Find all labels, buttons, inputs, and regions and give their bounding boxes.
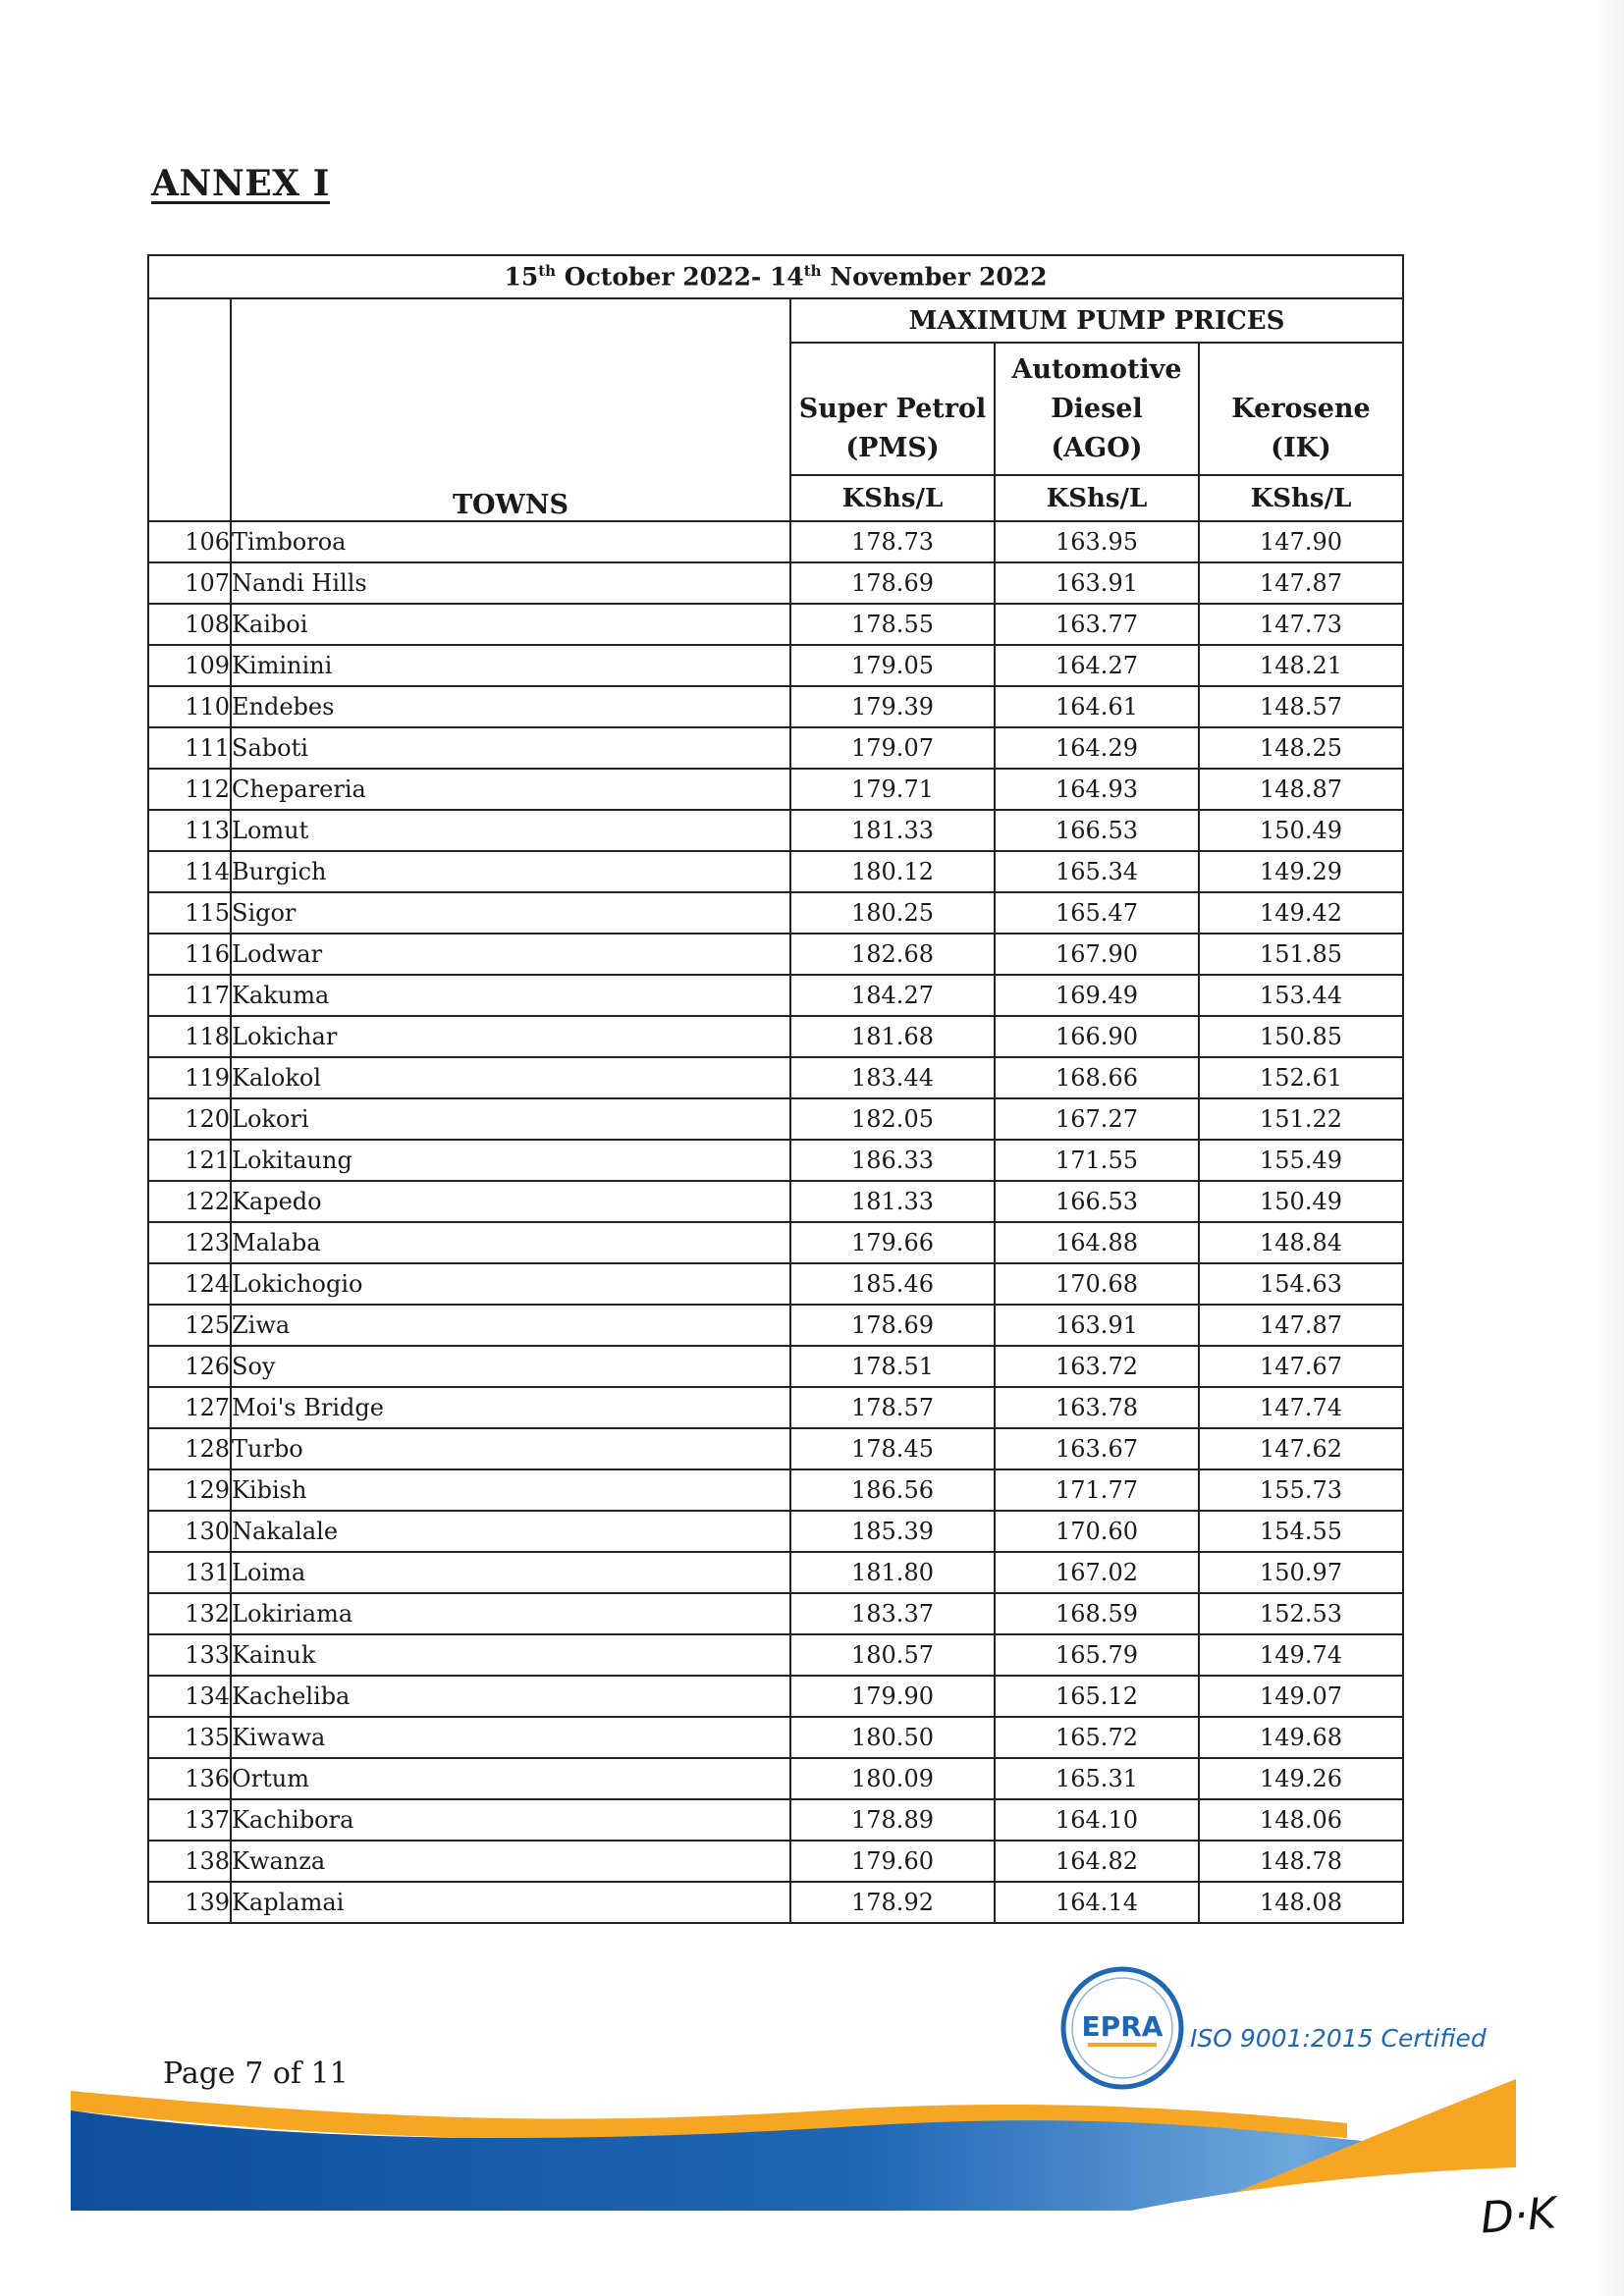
price-ago: 166.53: [995, 810, 1199, 851]
price-pms: 178.45: [790, 1428, 995, 1469]
price-ago: 164.27: [995, 645, 1199, 686]
town-name: Timboroa: [231, 521, 790, 562]
price-ik: 151.85: [1199, 934, 1403, 975]
price-ago: 169.49: [995, 975, 1199, 1016]
price-ago: 170.60: [995, 1511, 1199, 1552]
row-number: 114: [148, 851, 231, 892]
price-pms: 180.25: [790, 892, 995, 934]
row-number: 112: [148, 769, 231, 810]
table-row: [148, 1428, 1403, 1469]
price-ago: 164.82: [995, 1841, 1199, 1882]
price-pms: 179.07: [790, 727, 995, 769]
price-pms: 181.33: [790, 810, 995, 851]
price-pms: 180.57: [790, 1634, 995, 1676]
table-row: [148, 934, 1403, 975]
fuel-header-ik: Kerosene (IK): [1199, 343, 1403, 475]
price-ik: 149.74: [1199, 1634, 1403, 1676]
town-name: Endebes: [231, 686, 790, 727]
price-ago: 171.77: [995, 1469, 1199, 1511]
town-name: Saboti: [231, 727, 790, 769]
price-ago: 165.12: [995, 1676, 1199, 1717]
row-number: 128: [148, 1428, 231, 1469]
price-ik: 148.57: [1199, 686, 1403, 727]
price-ago: 164.93: [995, 769, 1199, 810]
row-number: 138: [148, 1841, 231, 1882]
town-name: Kwanza: [231, 1841, 790, 1882]
price-ik: 155.49: [1199, 1140, 1403, 1181]
price-ik: 150.97: [1199, 1552, 1403, 1593]
price-ik: 147.62: [1199, 1428, 1403, 1469]
price-pms: 186.56: [790, 1469, 995, 1511]
table-row: [148, 1140, 1403, 1181]
row-number: 123: [148, 1222, 231, 1263]
price-ik: 148.06: [1199, 1799, 1403, 1841]
price-pms: 178.69: [790, 562, 995, 604]
row-number: 135: [148, 1717, 231, 1758]
table-row: [148, 727, 1403, 769]
table-row: [148, 1222, 1403, 1263]
footer-wave-decoration: [71, 2079, 1516, 2211]
price-ik: 148.78: [1199, 1841, 1403, 1882]
price-ik: 147.74: [1199, 1387, 1403, 1428]
price-pms: 181.80: [790, 1552, 995, 1593]
price-ago: 165.72: [995, 1717, 1199, 1758]
price-ik: 148.08: [1199, 1882, 1403, 1923]
row-number: 111: [148, 727, 231, 769]
table-row: [148, 1305, 1403, 1346]
price-ago: 165.34: [995, 851, 1199, 892]
max-pump-prices-header: MAXIMUM PUMP PRICES: [790, 298, 1403, 343]
price-ago: 164.61: [995, 686, 1199, 727]
table-row: [148, 1634, 1403, 1676]
table-row: [148, 851, 1403, 892]
price-ik: 154.63: [1199, 1263, 1403, 1305]
table-row: [148, 1552, 1403, 1593]
table-row: [148, 1676, 1403, 1717]
table-row: [148, 604, 1403, 645]
price-ago: 163.95: [995, 521, 1199, 562]
row-number: 116: [148, 934, 231, 975]
price-pms: 179.66: [790, 1222, 995, 1263]
price-ik: 147.87: [1199, 562, 1403, 604]
price-pms: 181.33: [790, 1181, 995, 1222]
price-ago: 168.59: [995, 1593, 1199, 1634]
price-ik: 150.49: [1199, 810, 1403, 851]
row-number: 130: [148, 1511, 231, 1552]
period-heading: 15th October 2022- 14th November 2022: [148, 255, 1403, 298]
town-name: Burgich: [231, 851, 790, 892]
number-header: [148, 298, 231, 521]
price-pms: 180.09: [790, 1758, 995, 1799]
row-number: 125: [148, 1305, 231, 1346]
price-pms: 182.68: [790, 934, 995, 975]
price-ik: 149.26: [1199, 1758, 1403, 1799]
town-name: Soy: [231, 1346, 790, 1387]
town-name: Chepareria: [231, 769, 790, 810]
price-ago: 164.88: [995, 1222, 1199, 1263]
row-number: 106: [148, 521, 231, 562]
price-ago: 163.91: [995, 1305, 1199, 1346]
table-row: [148, 1057, 1403, 1098]
price-pms: 179.90: [790, 1676, 995, 1717]
town-name: Sigor: [231, 892, 790, 934]
table-row: [148, 1882, 1403, 1923]
price-pms: 182.05: [790, 1098, 995, 1140]
row-number: 136: [148, 1758, 231, 1799]
price-ik: 151.22: [1199, 1098, 1403, 1140]
price-ago: 167.02: [995, 1552, 1199, 1593]
town-name: Lokiriama: [231, 1593, 790, 1634]
town-name: Kibish: [231, 1469, 790, 1511]
table-row: [148, 975, 1403, 1016]
town-name: Kapedo: [231, 1181, 790, 1222]
price-ago: 163.91: [995, 562, 1199, 604]
row-number: 121: [148, 1140, 231, 1181]
price-ago: 163.77: [995, 604, 1199, 645]
row-number: 124: [148, 1263, 231, 1305]
table-row: [148, 521, 1403, 562]
price-ago: 167.27: [995, 1098, 1199, 1140]
table-row: [148, 1346, 1403, 1387]
town-name: Lokichar: [231, 1016, 790, 1057]
table-row: [148, 1593, 1403, 1634]
fuel-header-pms: Super Petrol (PMS): [790, 343, 995, 475]
row-number: 126: [148, 1346, 231, 1387]
row-number: 119: [148, 1057, 231, 1098]
table-row: [148, 1263, 1403, 1305]
town-name: Kachibora: [231, 1799, 790, 1841]
price-ik: 150.85: [1199, 1016, 1403, 1057]
table-row: [148, 769, 1403, 810]
price-pms: 183.37: [790, 1593, 995, 1634]
table-row: [148, 810, 1403, 851]
price-pms: 179.71: [790, 769, 995, 810]
table-row: [148, 1469, 1403, 1511]
price-ik: 150.49: [1199, 1181, 1403, 1222]
town-name: Kainuk: [231, 1634, 790, 1676]
price-ik: 147.67: [1199, 1346, 1403, 1387]
town-name: Lokichogio: [231, 1263, 790, 1305]
iso-certification: ISO 9001:2015 Certified: [1190, 2024, 1487, 2053]
towns-header: TOWNS: [231, 298, 790, 521]
town-name: Ziwa: [231, 1305, 790, 1346]
row-number: 117: [148, 975, 231, 1016]
price-ik: 147.87: [1199, 1305, 1403, 1346]
price-pms: 179.39: [790, 686, 995, 727]
price-ago: 171.55: [995, 1140, 1199, 1181]
price-ago: 165.31: [995, 1758, 1199, 1799]
price-pms: 178.57: [790, 1387, 995, 1428]
table-row: [148, 1799, 1403, 1841]
price-ago: 166.53: [995, 1181, 1199, 1222]
price-pms: 183.44: [790, 1057, 995, 1098]
town-name: Kiwawa: [231, 1717, 790, 1758]
price-ago: 163.78: [995, 1387, 1199, 1428]
town-name: Ortum: [231, 1758, 790, 1799]
table-row: [148, 892, 1403, 934]
town-name: Nandi Hills: [231, 562, 790, 604]
table-row: [148, 1098, 1403, 1140]
table-row: [148, 1016, 1403, 1057]
row-number: 109: [148, 645, 231, 686]
price-ik: 148.25: [1199, 727, 1403, 769]
price-pms: 185.39: [790, 1511, 995, 1552]
town-name: Lodwar: [231, 934, 790, 975]
row-number: 110: [148, 686, 231, 727]
town-name: Malaba: [231, 1222, 790, 1263]
logo-text: EPRA: [1081, 2010, 1164, 2043]
table-row: [148, 1758, 1403, 1799]
price-ik: 147.73: [1199, 604, 1403, 645]
table-row: [148, 686, 1403, 727]
town-name: Lokori: [231, 1098, 790, 1140]
price-ago: 164.14: [995, 1882, 1199, 1923]
price-ago: 166.90: [995, 1016, 1199, 1057]
price-ik: 149.42: [1199, 892, 1403, 934]
price-ik: 152.53: [1199, 1593, 1403, 1634]
price-ago: 165.79: [995, 1634, 1199, 1676]
row-number: 107: [148, 562, 231, 604]
row-number: 131: [148, 1552, 231, 1593]
price-pms: 178.69: [790, 1305, 995, 1346]
row-number: 134: [148, 1676, 231, 1717]
town-name: Kacheliba: [231, 1676, 790, 1717]
row-number: 129: [148, 1469, 231, 1511]
price-ik: 148.87: [1199, 769, 1403, 810]
price-pms: 181.68: [790, 1016, 995, 1057]
price-ago: 165.47: [995, 892, 1199, 934]
price-ik: 149.07: [1199, 1676, 1403, 1717]
price-pms: 184.27: [790, 975, 995, 1016]
price-ago: 164.10: [995, 1799, 1199, 1841]
row-number: 122: [148, 1181, 231, 1222]
row-number: 120: [148, 1098, 231, 1140]
price-pms: 179.05: [790, 645, 995, 686]
table-body: [148, 521, 1403, 1923]
price-ago: 163.67: [995, 1428, 1199, 1469]
row-number: 108: [148, 604, 231, 645]
town-name: Lokitaung: [231, 1140, 790, 1181]
price-ik: 153.44: [1199, 975, 1403, 1016]
town-name: Nakalale: [231, 1511, 790, 1552]
table-row: [148, 1717, 1403, 1758]
town-name: Kalokol: [231, 1057, 790, 1098]
row-number: 118: [148, 1016, 231, 1057]
town-name: Loima: [231, 1552, 790, 1593]
price-pms: 180.12: [790, 851, 995, 892]
table-row: [148, 562, 1403, 604]
town-name: Moi's Bridge: [231, 1387, 790, 1428]
town-name: Kaplamai: [231, 1882, 790, 1923]
row-number: 113: [148, 810, 231, 851]
table-row: [148, 1841, 1403, 1882]
price-ik: 147.90: [1199, 521, 1403, 562]
price-pms: 178.51: [790, 1346, 995, 1387]
table-row: [148, 1387, 1403, 1428]
price-pms: 180.50: [790, 1717, 995, 1758]
row-number: 115: [148, 892, 231, 934]
annex-title: ANNEX I: [151, 163, 330, 204]
unit-header-ago: KShs/L: [995, 475, 1199, 521]
pump-prices-table: [147, 254, 1404, 1924]
unit-header-pms: KShs/L: [790, 475, 995, 521]
price-ago: 164.29: [995, 727, 1199, 769]
row-number: 139: [148, 1882, 231, 1923]
price-ik: 148.84: [1199, 1222, 1403, 1263]
price-ago: 167.90: [995, 934, 1199, 975]
price-ik: 155.73: [1199, 1469, 1403, 1511]
price-ik: 152.61: [1199, 1057, 1403, 1098]
price-pms: 185.46: [790, 1263, 995, 1305]
table-row: [148, 1181, 1403, 1222]
price-pms: 178.89: [790, 1799, 995, 1841]
table-row: [148, 645, 1403, 686]
price-ik: 154.55: [1199, 1511, 1403, 1552]
row-number: 137: [148, 1799, 231, 1841]
price-ago: 170.68: [995, 1263, 1199, 1305]
price-pms: 178.55: [790, 604, 995, 645]
row-number: 127: [148, 1387, 231, 1428]
price-pms: 186.33: [790, 1140, 995, 1181]
page-edge: [1595, 0, 1624, 2296]
fuel-header-ago: Automotive Diesel (AGO): [995, 343, 1199, 475]
epra-logo: [1058, 1964, 1186, 2092]
price-pms: 178.73: [790, 521, 995, 562]
price-ik: 149.29: [1199, 851, 1403, 892]
table-row: [148, 1511, 1403, 1552]
town-name: Kakuma: [231, 975, 790, 1016]
town-name: Lomut: [231, 810, 790, 851]
price-pms: 178.92: [790, 1882, 995, 1923]
page-number: Page 7 of 11: [163, 2056, 349, 2091]
handwritten-initials: D·K: [1479, 2188, 1558, 2244]
town-name: Turbo: [231, 1428, 790, 1469]
row-number: 133: [148, 1634, 231, 1676]
price-ik: 149.68: [1199, 1717, 1403, 1758]
town-name: Kaiboi: [231, 604, 790, 645]
row-number: 132: [148, 1593, 231, 1634]
unit-header-ik: KShs/L: [1199, 475, 1403, 521]
price-pms: 179.60: [790, 1841, 995, 1882]
price-ik: 148.21: [1199, 645, 1403, 686]
price-ago: 168.66: [995, 1057, 1199, 1098]
town-name: Kiminini: [231, 645, 790, 686]
price-ago: 163.72: [995, 1346, 1199, 1387]
